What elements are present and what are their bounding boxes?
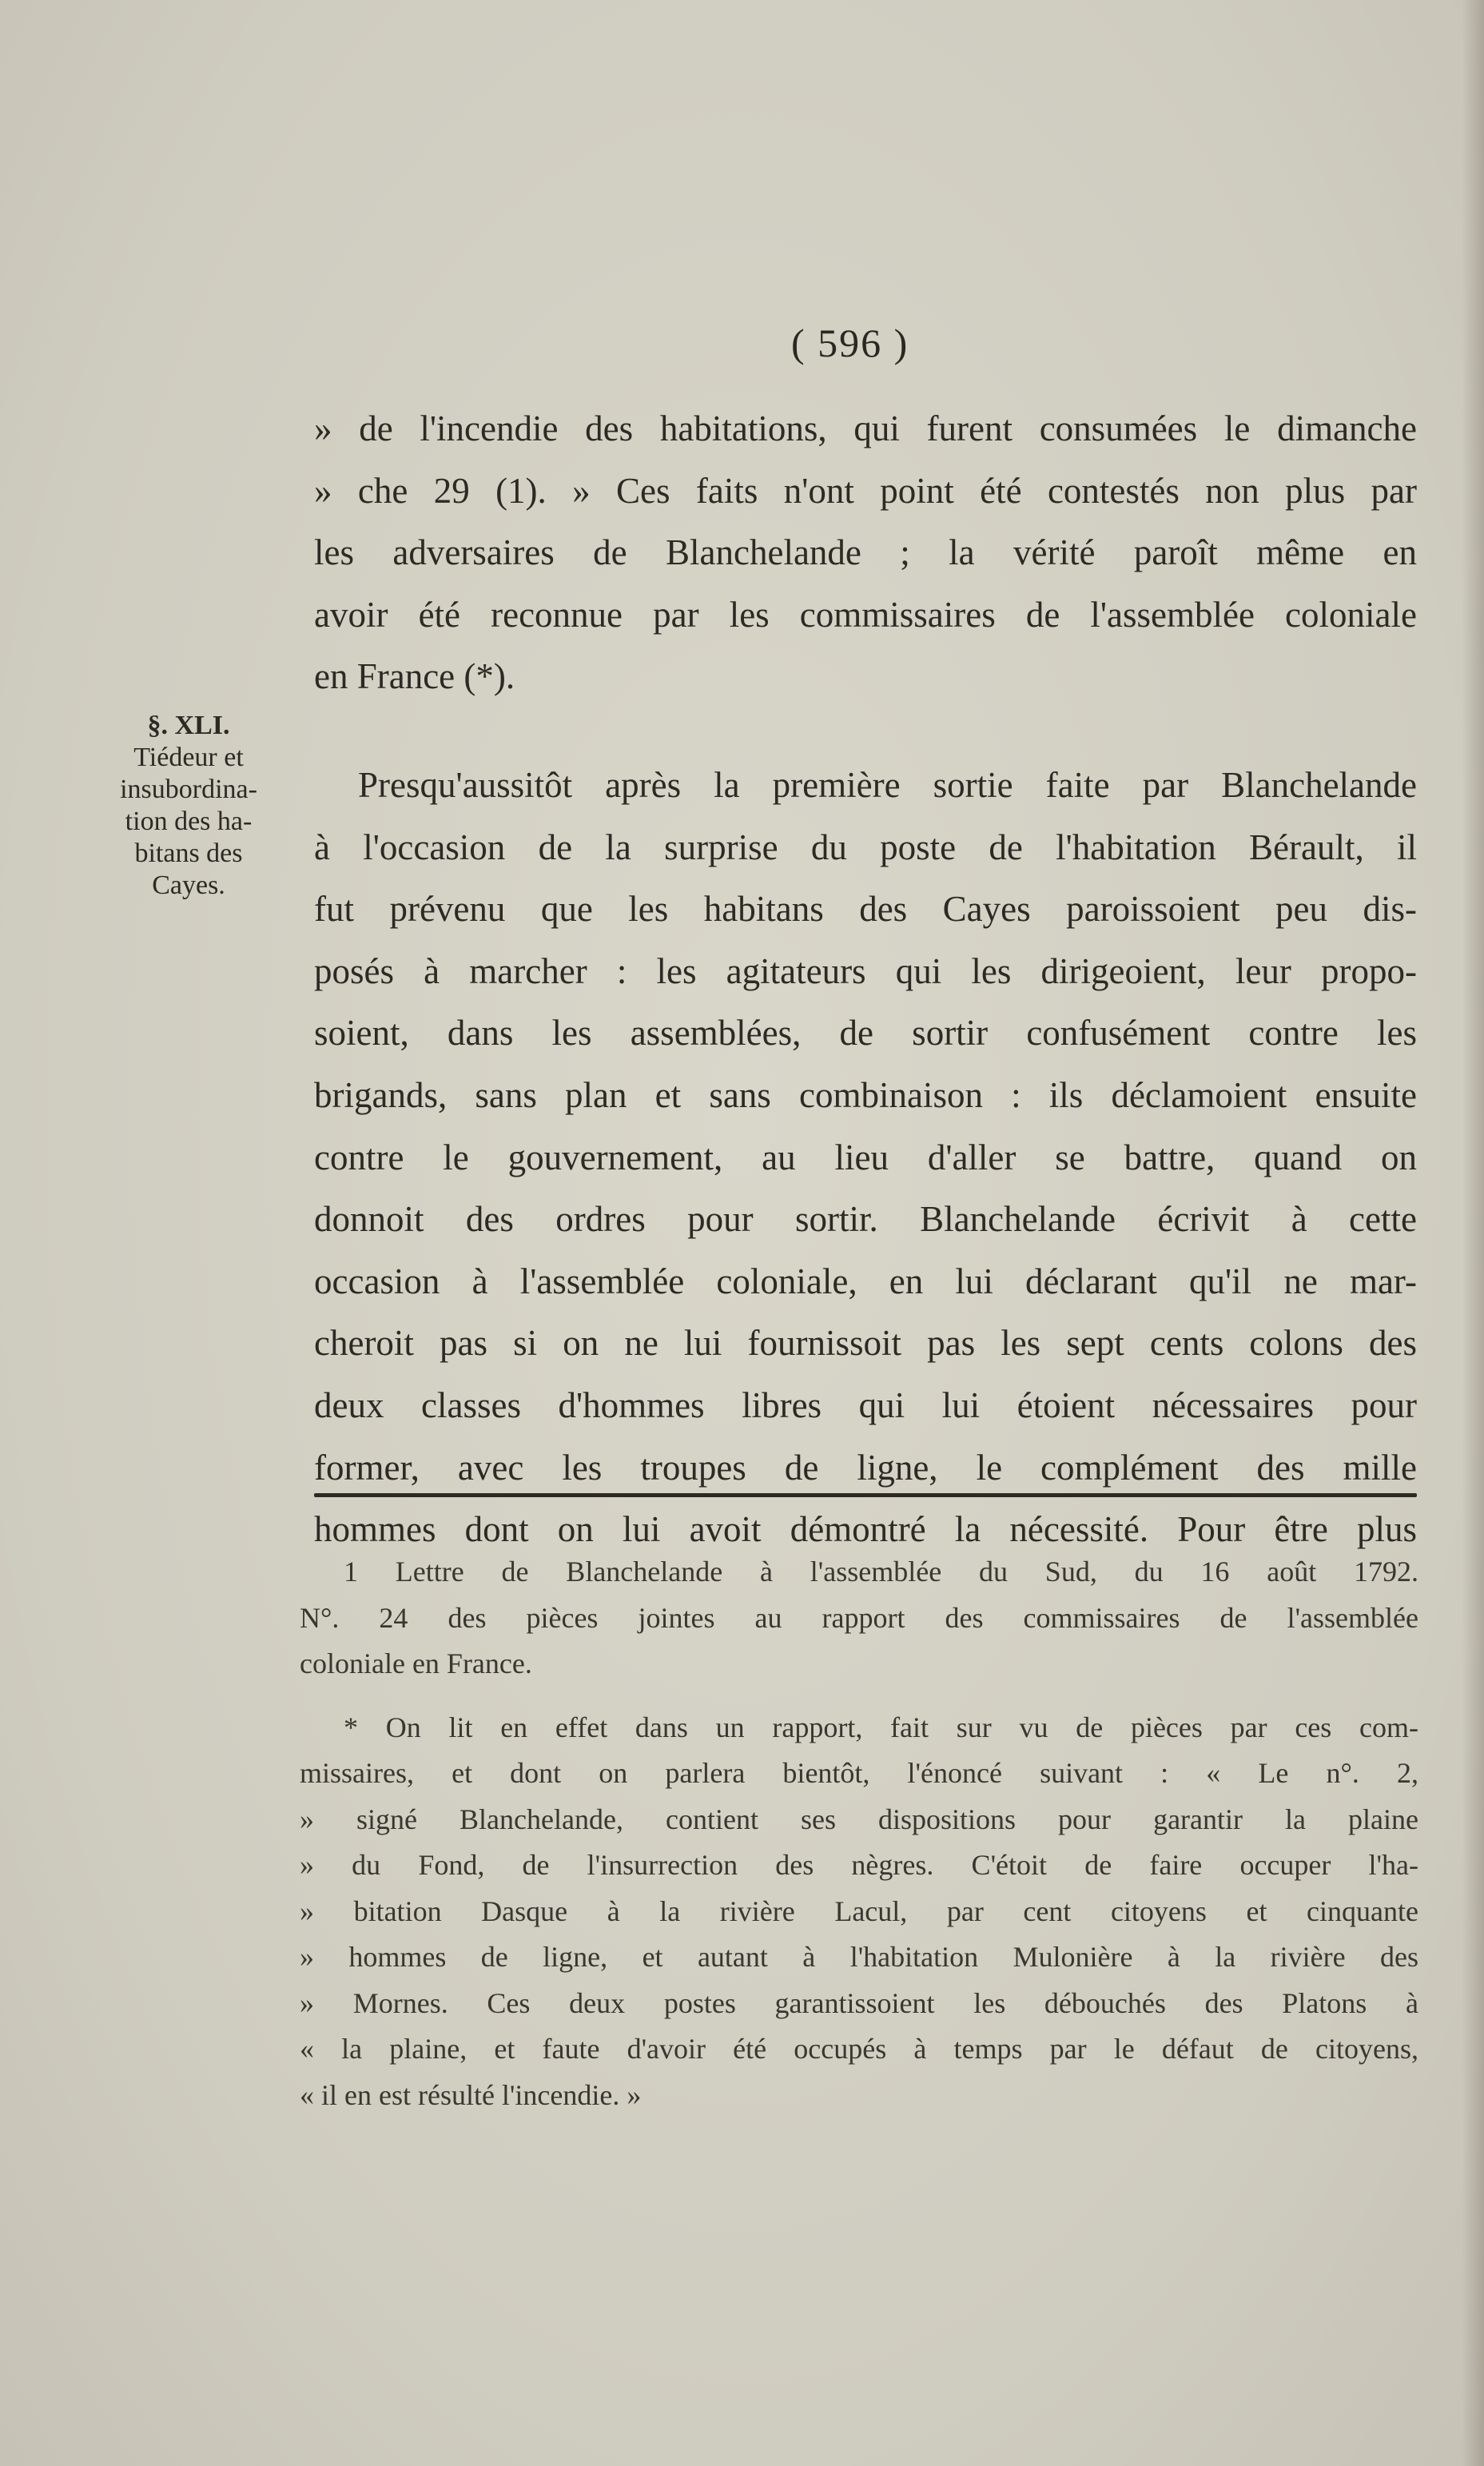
text-line: les adversaires de Blanchelande ; la vérité paroît même en <box>314 532 1417 573</box>
text-line: » de l'incendie des habitations, qui furent consumées le dimanche <box>314 408 1417 448</box>
text-line: fut prévenu que les habitans des Cayes paroissoient peu dis- <box>314 889 1417 930</box>
text-line: donnoit des ordres pour sortir. Blanchelande écrivit à cette <box>314 1199 1417 1240</box>
text-line: à l'occasion de la surprise du poste de l'habitation Bérault, il <box>314 827 1417 867</box>
footnote-line: « il en est résulté l'incendie. » <box>300 2078 642 2111</box>
page-number: ( 596 ) <box>791 321 909 365</box>
footnote-line: * On lit en effet dans un rapport, fait sur vu de pièces par ces com- <box>344 1711 1418 1743</box>
margin-note-line: tion des ha- <box>125 807 253 836</box>
text-line: Presqu'aussitôt après la première sortie faite par Blanchelande <box>358 764 1417 805</box>
margin-note-line: Cayes. <box>152 870 225 900</box>
margin-note-section: §. XLI. <box>147 711 230 740</box>
footnote-line: » du Fond, de l'insurrection des nègres. C'étoit de faire occuper l'ha- <box>300 1849 1418 1881</box>
text-line: cheroit pas si on ne lui fournissoit pas les sept cents colons des <box>314 1323 1417 1364</box>
margin-note <box>93 710 284 902</box>
text-line: avoir été reconnue par les commissaires de l'assemblée coloniale <box>314 594 1417 635</box>
margin-note-line: bitans des <box>134 839 243 868</box>
text-line: occasion à l'assemblée coloniale, en lui déclarant qu'il ne mar- <box>314 1261 1417 1301</box>
footnote-line: « la plaine, et faute d'avoir été occupés à temps par le défaut de citoyens, <box>300 2033 1418 2065</box>
text-line: hommes dont on lui avoit démontré la nécessité. Pour être plus <box>314 1509 1417 1550</box>
margin-note-line: Tiédeur et <box>133 743 244 772</box>
footnote-line: » bitation Dasque à la rivière Lacul, par cent citoyens et cinquante <box>300 1894 1418 1927</box>
text-line: former, avec les troupes de ligne, le complément des mille <box>314 1447 1417 1488</box>
footnote-line: coloniale en France. <box>300 1647 532 1679</box>
footnote-line: » hommes de ligne, et autant à l'habitation Mulonière à la rivière des <box>300 1941 1418 1973</box>
text-line: brigands, sans plan et sans combinaison : ils déclamoient ensuite <box>314 1074 1417 1115</box>
footnote-line: » signé Blanchelande, contient ses dispositions pour garantir la plaine <box>300 1803 1418 1835</box>
footnote-line: 1 Lettre de Blanchelande à l'assemblée du Sud, du 16 août 1792. <box>344 1556 1418 1588</box>
main-text <box>314 398 1417 1561</box>
text-line: en France (*). <box>314 656 515 697</box>
footnotes <box>300 1549 1418 2118</box>
footnote <box>300 1549 1418 1687</box>
paragraph <box>314 398 1417 708</box>
text-line: » che 29 (1). » Ces faits n'ont point été contestés non plus par <box>314 470 1417 511</box>
text-line: contre le gouvernement, au lieu d'aller se battre, quand on <box>314 1137 1417 1177</box>
page-edge-shadow <box>1462 0 1484 2466</box>
footnote-line: N°. 24 des pièces jointes au rapport des commissaires de l'assemblée <box>300 1601 1418 1634</box>
footnote-line: » Mornes. Ces deux postes garantissoient les débouchés des Platons à <box>300 1986 1418 2019</box>
text-line: posés à marcher : les agitateurs qui les dirigeoient, leur propo- <box>314 950 1417 991</box>
footnote-rule <box>314 1493 1417 1497</box>
text-line: soient, dans les assemblées, de sortir confusément contre les <box>314 1013 1417 1054</box>
text-line: deux classes d'hommes libres qui lui étoient nécessaires pour <box>314 1384 1417 1425</box>
footnote <box>300 1705 1418 2119</box>
margin-note-line: insubordina- <box>120 775 257 804</box>
paragraph <box>314 755 1417 1561</box>
footnote-line: missaires, et dont on parlera bientôt, l'énoncé suivant : « Le n°. 2, <box>300 1757 1418 1789</box>
